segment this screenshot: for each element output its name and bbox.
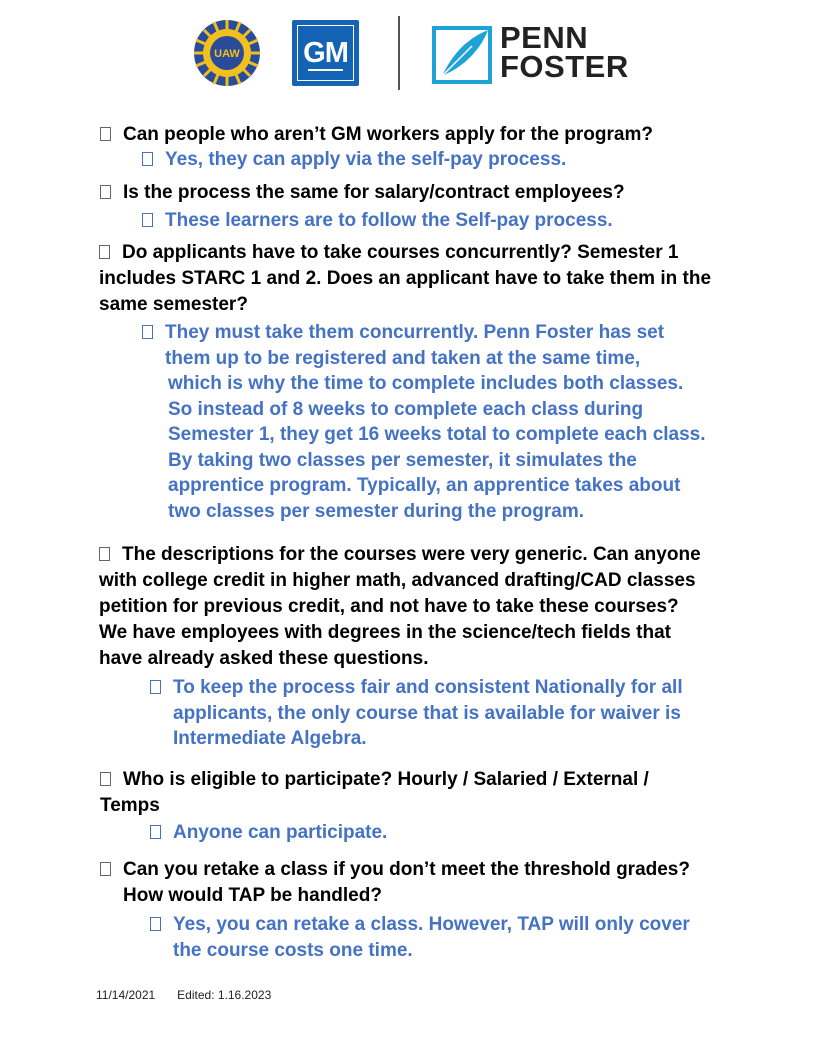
footer-edited: Edited: 1.16.2023	[177, 988, 272, 1002]
checkbox-bullet-icon	[100, 127, 111, 141]
penn-foster-wordmark	[500, 20, 629, 84]
faq-answer-1: Yes, they can apply via the self-pay process.	[142, 147, 566, 173]
checkbox-bullet-icon	[142, 325, 153, 339]
checkbox-bullet-icon	[150, 917, 161, 931]
checkbox-bullet-icon	[99, 245, 110, 259]
faq-question-5: Who is eligible to participate? Hourly / Salaried / External / Temps	[100, 769, 649, 816]
faq-question-3: Do applicants have to take courses concurrently? Semester 1 includes STARC 1 and 2. Does an applicant have to take them in the same semester?	[99, 242, 712, 315]
footer	[96, 988, 293, 1002]
checkbox-bullet-icon	[100, 772, 111, 786]
checkbox-bullet-icon	[142, 213, 153, 227]
gm-logo-text: GM	[303, 36, 348, 69]
penn-foster-feather-icon	[432, 26, 492, 84]
faq-question-4: The descriptions for the courses were very generic. Can anyone with college credit in higher math, advanced drafting/CAD classes petition for previous credit, and not have to take these courses? We have employees with degrees in the science/tech fields that have already asked these questions.	[99, 544, 701, 669]
uaw-logo-text: UAW	[214, 48, 240, 60]
header-logos	[0, 16, 816, 92]
faq-question-6: Can you retake a class if you don’t meet the threshold grades? How would TAP be handled?	[100, 857, 690, 909]
faq-answer-4: To keep the process fair and consistent Nationally for all applicants, the only course that is available for waiver is Intermediate Algebra.	[150, 675, 683, 752]
logo-divider	[398, 16, 400, 90]
faq-question-1: Can people who aren’t GM workers apply for the program?	[100, 122, 653, 148]
footer-date: 11/14/2021	[96, 988, 156, 1002]
gm-logo	[292, 20, 359, 86]
pf-line2: FOSTER	[500, 49, 629, 84]
pf-line1: PENN	[500, 20, 589, 55]
checkbox-bullet-icon	[142, 152, 153, 166]
faq-answer-3: They must take them concurrently. Penn Foster has set them up to be registered and taken at the same time, which is why the time to complete includes both classes. So instead of 8 weeks to complete each class during Semester 1, they get 16 weeks total to complete each class. By taking two classes per semester, it simulates the apprentice program. Typically, an apprentice takes about two classes per semester during the program.	[142, 320, 706, 524]
uaw-logo	[192, 18, 262, 88]
faq-answer-5: Anyone can participate.	[150, 820, 387, 846]
faq-answer-6: Yes, you can retake a class. However, TAP will only cover the course costs one time.	[150, 912, 690, 963]
checkbox-bullet-icon	[150, 825, 161, 839]
checkbox-bullet-icon	[150, 680, 161, 694]
faq-question-2: Is the process the same for salary/contract employees?	[100, 180, 625, 206]
checkbox-bullet-icon	[100, 862, 111, 876]
checkbox-bullet-icon	[100, 185, 111, 199]
faq-answer-2: These learners are to follow the Self-pay process.	[142, 208, 613, 234]
checkbox-bullet-icon	[99, 547, 110, 561]
